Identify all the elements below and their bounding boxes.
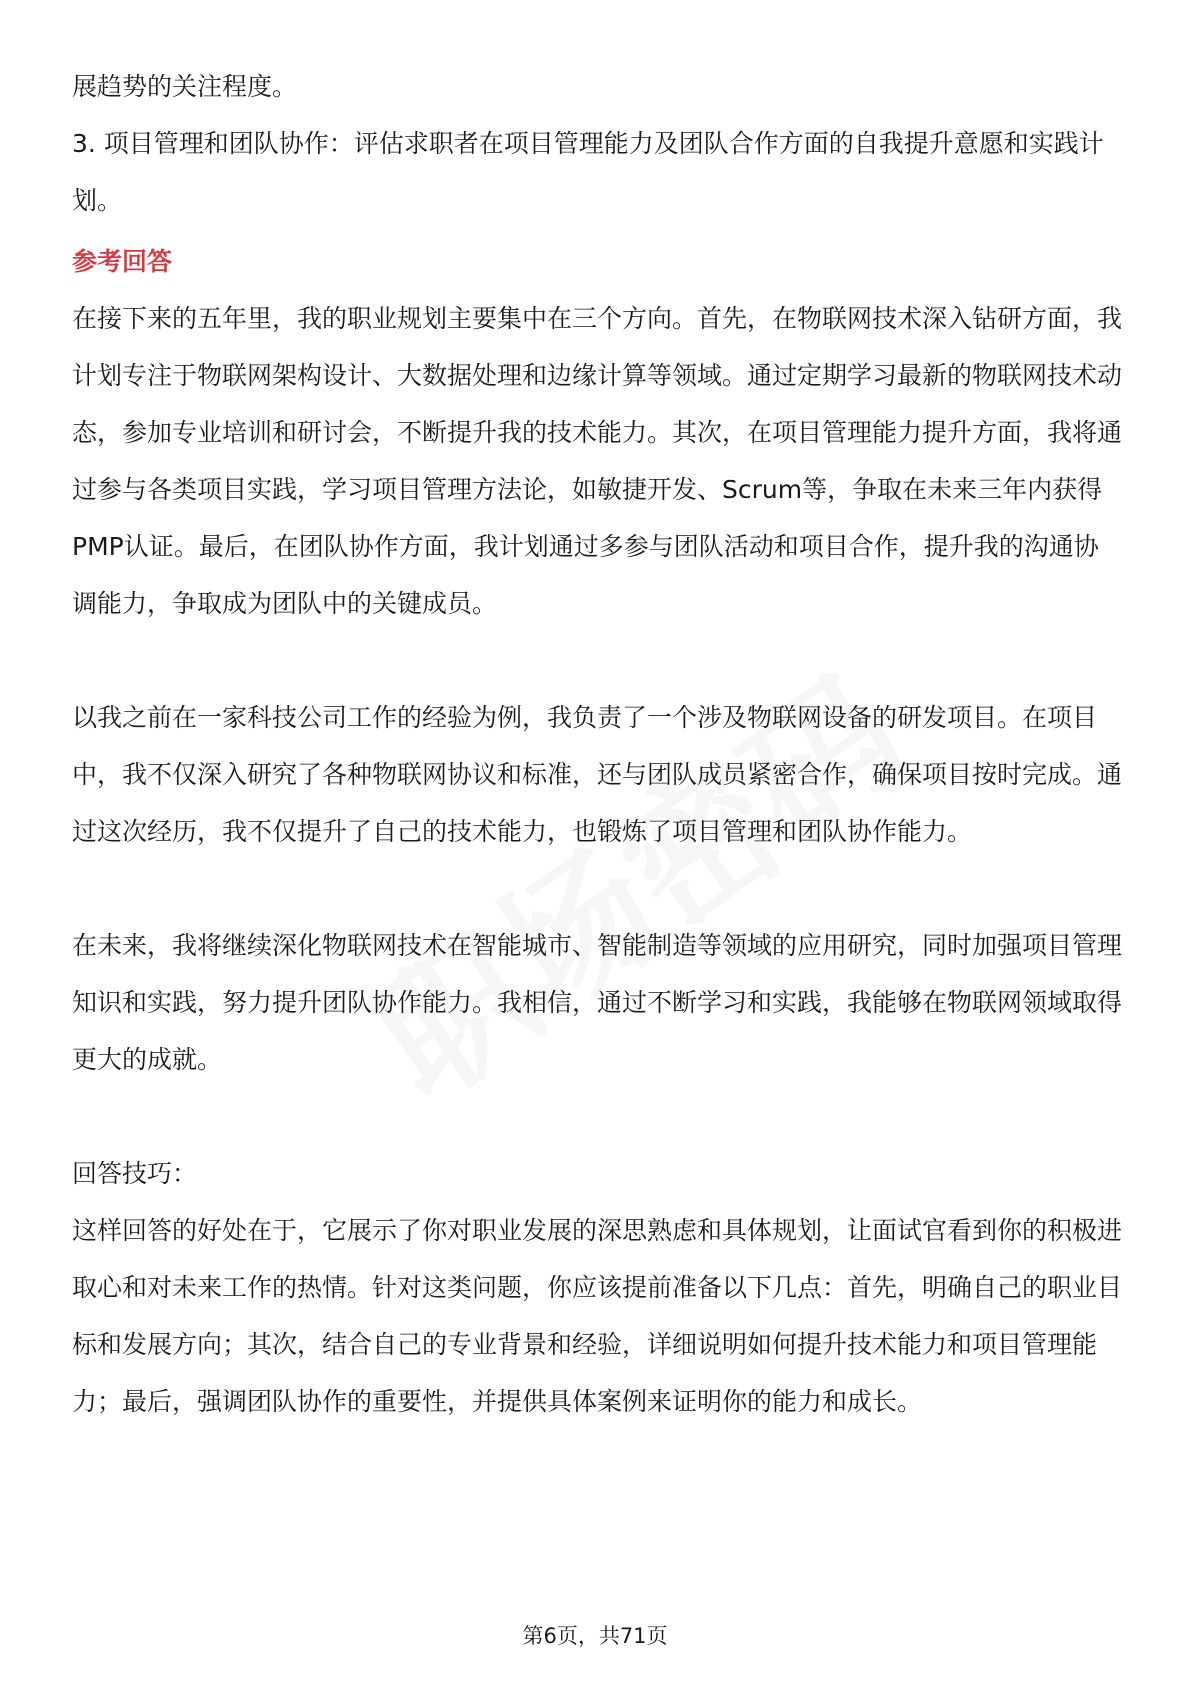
- document-body: [72, 58, 1122, 1430]
- reference-answer-heading: 参考回答: [72, 247, 173, 276]
- answer-paragraph: 以我之前在一家科技公司工作的经验为例，我负责了一个涉及物联网设备的研发项目。在项目中，我不仅深入研究了各种物联网协议和标准，还与团队成员紧密合作，确保项目按时完成。通过这次经历，我不仅提升了自己的技术能力，也锻炼了项目管理和团队协作能力。: [72, 703, 1123, 846]
- intro-line: 3. 项目管理和团队协作：评估求职者在项目管理能力及团队合作方面的自我提升意愿和实践计划。: [72, 129, 1104, 215]
- intro-line: 展趋势的关注程度。: [72, 72, 298, 101]
- tips-heading: 回答技巧：: [72, 1159, 198, 1188]
- paragraph-spacer: [72, 860, 1122, 917]
- paragraph-spacer: [72, 632, 1122, 689]
- tips-paragraph: 这样回答的好处在于，它展示了你对职业发展的深思熟虑和具体规划，让面试官看到你的积极进取心和对未来工作的热情。针对这类问题，你应该提前准备以下几点：首先，明确自己的职业目标和发展方向；其次，结合自己的专业背景和经验，详细说明如何提升技术能力和项目管理能力；最后，强调团队协作的重要性，并提供具体案例来证明你的能力和成长。: [72, 1216, 1123, 1416]
- page-number: 第6页，共71页: [522, 1624, 668, 1648]
- paragraph-spacer: [72, 1088, 1122, 1145]
- answer-paragraph: 在接下来的五年里，我的职业规划主要集中在三个方向。首先，在物联网技术深入钻研方面，我计划专注于物联网架构设计、大数据处理和边缘计算等领域。通过定期学习最新的物联网技术动态，参加专业培训和研讨会，不断提升我的技术能力。其次，在项目管理能力提升方面，我将通过参与各类项目实践，学习项目管理方法论，如敏捷开发、Scrum等，争取在未来三年内获得PMP认证。最后，在团队协作方面，我计划通过多参与团队活动和项目合作，提升我的沟通协调能力，争取成为团队中的关键成员。: [72, 304, 1123, 618]
- answer-paragraph: 在未来，我将继续深化物联网技术在智能城市、智能制造等领域的应用研究，同时加强项目管理知识和实践，努力提升团队协作能力。我相信，通过不断学习和实践，我能够在物联网领域取得更大的成就。: [72, 931, 1123, 1074]
